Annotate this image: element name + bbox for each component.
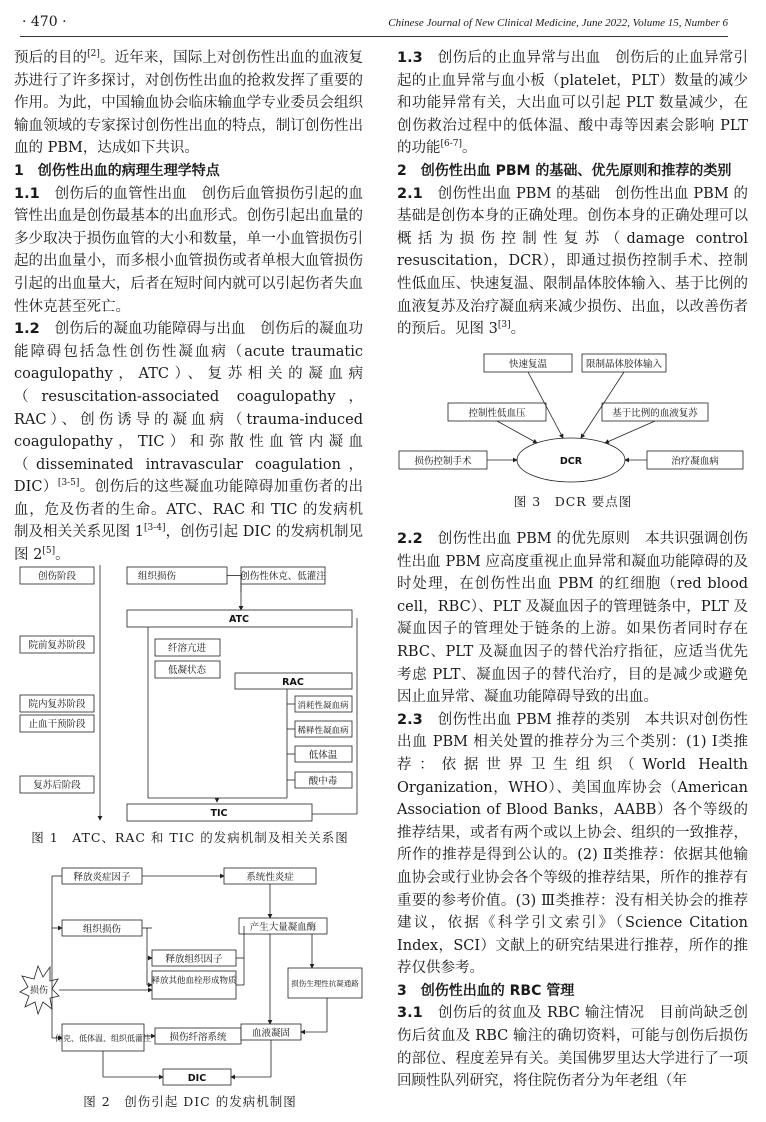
fig1-stage-4: 止血干预阶段	[28, 719, 86, 730]
section-1-3: 1.3 创伤后的止血异常与出血 创伤后的止血异常引起的止血异常与血小板（platelet，PLT）数量的减少和功能异常有关，大出血可以引起 PLT 数量减少，在创伤救治过程中的低体温、酸中毒等因素会影响 PLT 的功能[6-7]。	[397, 50, 749, 157]
fig2-thrombin: 产生大量凝血酶	[249, 922, 317, 933]
fig3-coag: 治疗凝血病	[671, 456, 719, 467]
fig1-tissue-injury: 组织损伤	[137, 571, 177, 582]
fig1-tic: TIC	[210, 808, 228, 819]
section-1-1: 1.1 创伤后的血管性出血 创伤后血管损伤引起的血管性出血是创伤最基本的出血形式。创伤引起出血量的多少取决于损伤血管的大小和数量，单一小血管损伤引起的出血量小，而多根小血管损伤或者单根大血管损伤引起的出血量大，后者在短时间内就可以引起伤者失血性休克甚至死亡。	[14, 185, 364, 315]
fig1-stage-2: 院前复苏阶段	[28, 640, 86, 651]
fig1-stage-1: 创伤阶段	[37, 571, 77, 582]
right-column-top	[397, 47, 748, 347]
fig1-hypocoag: 低凝状态	[167, 665, 207, 676]
fig1-shock: 创伤性休克、低灌注	[240, 571, 326, 582]
figure-3	[397, 346, 749, 488]
fig1-rac: RAC	[282, 677, 304, 688]
figure-2-caption: 图 2 创伤引起 DIC 的发病机制图	[83, 1094, 297, 1109]
right-column-bottom	[397, 528, 748, 1093]
fig2-coagulation: 血液凝固	[251, 1028, 291, 1039]
fig2-release-inflam: 释放炎症因子	[73, 872, 131, 883]
fig1-stage-5: 复苏后阶段	[33, 780, 81, 791]
section-2-2: 2.2 创伤性出血 PBM 的优先原则 本共识强调创伤性出血 PBM 应高度重视止血异常和凝血功能障碍的及时处理，在创伤性出血 PBM 的红细胞（red blood cell，RBC）、PLT 及凝血因子的管理链条中，PLT 及凝血因子的管理处于链条的上游。如果伤者同时存在 RBC、PLT 及凝血因子的替代治疗指征，应适当优先考虑 PLT、凝血因子的替代治疗，目的是减少或避免因止血异常、凝血功能障碍导致的出血。	[397, 531, 749, 706]
fig1-acidosis: 酸中毒	[308, 776, 338, 787]
fig2-damage-anticoag: 损伤生理性抗凝通路	[291, 979, 359, 988]
fig2-tissue-injury: 组织损伤	[82, 924, 122, 935]
page-number: · 470 ·	[22, 14, 67, 30]
journal-header: Chinese Journal of New Clinical Medicine, June 2022, Volume 15, Number 6	[388, 17, 728, 29]
fig1-atc: ATC	[228, 614, 250, 625]
fig2-injury-label: 损伤	[29, 986, 49, 996]
fig3-limit-fluid: 限制晶体胶体输入	[585, 359, 663, 370]
fig2-systemic-inflam: 系统性炎症	[246, 872, 294, 883]
fig1-dilutional: 稀释性凝血病	[297, 726, 349, 736]
fig1-fibrinolysis: 纤溶亢进	[167, 643, 207, 654]
figure-1	[12, 562, 364, 828]
section-2-heading: 2 创伤性出血 PBM 的基础、优先原则和推荐的类别	[397, 162, 732, 179]
fig2-shock: 休克、低体温、组织低灌注	[55, 1034, 151, 1043]
intro-paragraph: 预后的目的[2]。近年来，国际上对创伤性出血的血液复苏进行了许多探讨，对创伤性出血的抢救发挥了重要的作用。为此，中国输血协会临床输血学专业委员会组织输血领域的专家探讨创伤性出血的特点，制订创伤性出血的 PBM，达成如下共识。	[14, 49, 364, 157]
section-3-1: 3.1 创伤后的贫血及 RBC 输注情况 目前尚缺乏创伤后贫血及 RBC 输注的确切资料，可能与创伤后损伤的部位、程度差异有关。美国佛罗里达大学进行了一项回顾性队列研究，将住院伤者分为年老组（年	[397, 1005, 749, 1090]
fig1-stage-3: 院内复苏阶段	[28, 699, 86, 710]
fig2-release-tf: 释放组织因子	[165, 954, 223, 965]
fig3-hypotension: 控制性低血压	[468, 408, 526, 419]
fig3-surgery: 损伤控制手术	[414, 456, 472, 467]
fig2-damage-fibrin: 损伤纤溶系统	[169, 1032, 227, 1043]
section-2-3: 2.3 创伤性出血 PBM 推荐的类别 本共识对创伤性出血 PBM 相关处置的推荐分为三个类别：(1) Ⅰ类推荐：依据世界卫生组织（World Health Organization，WHO）、美国血库协会（American Association of Blood Banks，AABB）各个等级的推荐结果，或者有两个或以上协会、组织的一致推荐，所作的推荐是得到公认的。(2) Ⅱ类推荐：依据其他输血协会或行业协会各个等级的推荐结果，所作的推荐有重要的参考价值。(3) Ⅲ类推荐：没有相关协会的推荐建议，依据《科学引文索引》（Science Citation Index，SCI）文献上的研究结果进行推荐，所作的推荐仅供参考。	[397, 711, 749, 977]
fig1-hypothermia: 低体温	[308, 750, 338, 761]
header-rule	[20, 36, 728, 37]
section-1-heading: 1 创伤性出血的病理生理学特点	[14, 162, 220, 179]
section-3-heading: 3 创伤性出血的 RBC 管理	[397, 982, 575, 999]
fig2-release-other: 释放其他血栓形成物质	[151, 976, 237, 986]
figure-1-caption: 图 1 ATC、RAC 和 TIC 的发病机制及相关关系图	[31, 830, 349, 845]
fig3-ratio: 基于比例的血液复苏	[612, 408, 698, 419]
section-2-1: 2.1 创伤性出血 PBM 的基础 创伤性出血 PBM 的基础是创伤本身的正确处理。创伤本身的正确处理可以概括为损伤控制性复苏（damage control resuscitation，DCR），即通过损伤控制手术、控制性低血压、快速复温、限制晶体胶体输入、基于比例的血液复苏及治疗凝血病来减少损伤、出血，以改善伤者的预后。见图 3[3]。	[397, 185, 748, 338]
figure-3-caption: 图 3 DCR 要点图	[513, 494, 633, 509]
fig2-dic: DIC	[187, 1073, 207, 1084]
fig1-consumptive: 消耗性凝血病	[297, 701, 349, 711]
left-column	[14, 47, 363, 567]
fig3-dcr: DCR	[559, 456, 583, 467]
fig3-rewarm: 快速复温	[508, 359, 548, 370]
section-1-2: 1.2 创伤后的凝血功能障碍与出血 创伤后的凝血功能障碍包括急性创伤性凝血病（acute traumatic coagulopathy，ATC）、复苏相关的凝血病（resuscitation-associated coagulopathy，RAC）、创伤诱导的凝血病（trauma-induced coagulopathy，TIC）和弥散性血管内凝血（disseminated intravascular coagulation，DIC）[3-5]。创伤后的这些凝血功能障碍加重伤者的出血，危及伤者的生命。ATC、RAC 和 TIC 的发病机制及相关关系见图 1[3-4]，创伤引起 DIC 的发病机制见图 2[5]。	[14, 321, 364, 564]
figure-2	[12, 862, 364, 1088]
